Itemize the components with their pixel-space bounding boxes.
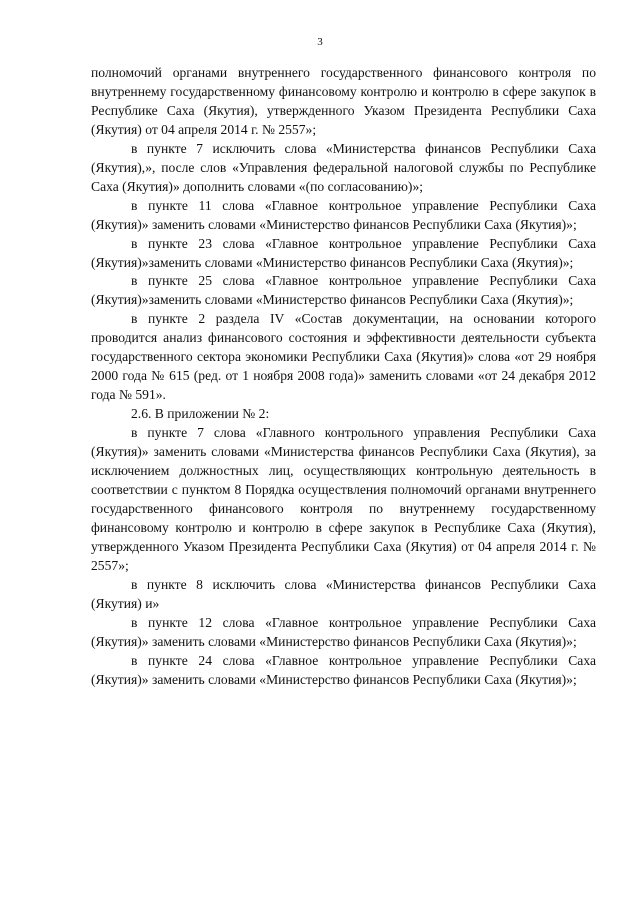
paragraph-continuation: полномочий органами внутреннего государственного финансового контроля по внутреннему государственному финансовому контролю и контролю в сфере закупок в Республике Саха (Якутия), утвержденного Указом Президента Республики Саха (Якутия) от 04 апреля 2014 г. № 2557»; (91, 65, 596, 137)
paragraph-appendix-item-24: в пункте 24 слова «Главное контрольное управление Республики Саха (Якутия)» заменить словами «Министерство финансов Республики Саха (Якутия)»; (91, 652, 596, 687)
paragraph-item-25: в пункте 25 слова «Главное контрольное управление Республики Саха (Якутия)»заменить словами «Министерство финансов Республики Саха (Якутия)»; (91, 273, 596, 308)
paragraph-appendix-item-8: в пункте 8 исключить слова «Министерства финансов Республики Саха (Якутия) и» (91, 576, 596, 611)
paragraph-section-iv: в пункте 2 раздела IV «Состав документации, на основании которого проводится анализ финансового состояния и эффективности деятельности субъекта государственного сектора экономики Республики Саха (Якутия)» слова «от 29 ноября 2000 года № 615 (ред. от 1 ноября 2008 года)» заменить словами «от 24 декабря 2012 года № 591». (91, 311, 596, 403)
paragraph-appendix-item-7: в пункте 7 слова «Главного контрольного управления Республики Саха (Якутия)» заменить словами «Министерства финансов Республики Саха (Якутия), за исключением должностных лиц, осуществляющих контрольную деятельность в соответствии с пунктом 8 Порядка осуществления полномочий органами внутреннего государственного финансового контроля по внутреннему государственному финансовому контролю и контролю в сфере закупок в Республике Саха (Якутия), утвержденного Указом Президента Республики Саха (Якутия) от 04 апреля 2014 г. № 2557»; (91, 425, 596, 573)
page-number: 3 (317, 36, 323, 48)
paragraph-item-23: в пункте 23 слова «Главное контрольное управление Республики Саха (Якутия)»заменить словами «Министерство финансов Республики Саха (Якутия)»; (91, 235, 596, 270)
document-body (91, 64, 596, 689)
paragraph-item-11: в пункте 11 слова «Главное контрольное управление Республики Саха (Якутия)» заменить словами «Министерство финансов Республики Саха (Якутия)»; (91, 197, 596, 232)
paragraph-appendix-item-12: в пункте 12 слова «Главное контрольное управление Республики Саха (Якутия)» заменить словами «Министерство финансов Республики Саха (Якутия)»; (91, 614, 596, 649)
paragraph-heading-2-6: 2.6. В приложении № 2: (131, 406, 270, 422)
paragraph-item-7: в пункте 7 исключить слова «Министерства финансов Республики Саха (Якутия),», после слов «Управления федеральной налоговой службы по Республике Саха (Якутия)» дополнить словами «(по согласованию)»; (91, 140, 596, 194)
